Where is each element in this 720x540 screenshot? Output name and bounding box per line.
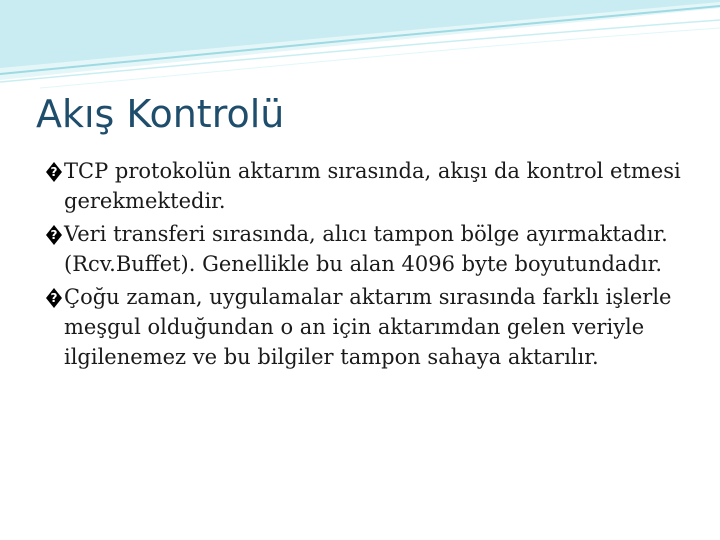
bullet-text: Veri transferi sırasında, alıcı tampon bölge ayırmaktadır. (Rcv.Buffet). Genellikle bu alan 4096 byte boyutundadır.: [64, 222, 668, 276]
header-wave-decoration: [0, 0, 720, 90]
bullet-list: [44, 156, 694, 375]
slide-title: Akış Kontrolü: [36, 92, 285, 136]
bullet-item: [44, 156, 694, 216]
bullet-item: [44, 219, 694, 279]
bullet-text: TCP protokolün aktarım sırasında, akışı da kontrol etmesi gerekmektedir.: [64, 159, 681, 213]
bullet-item: [44, 282, 694, 372]
missing-glyph-diamond-icon: [44, 160, 64, 182]
bullet-text: Çoğu zaman, uygulamalar aktarım sırasında farklı işlerle meşgul olduğundan o an için aktarımdan gelen veriyle ilgilenemez ve bu bilgiler tampon sahaya aktarılır.: [64, 285, 672, 369]
missing-glyph-diamond-icon: [44, 223, 64, 245]
missing-glyph-diamond-icon: [44, 286, 64, 308]
